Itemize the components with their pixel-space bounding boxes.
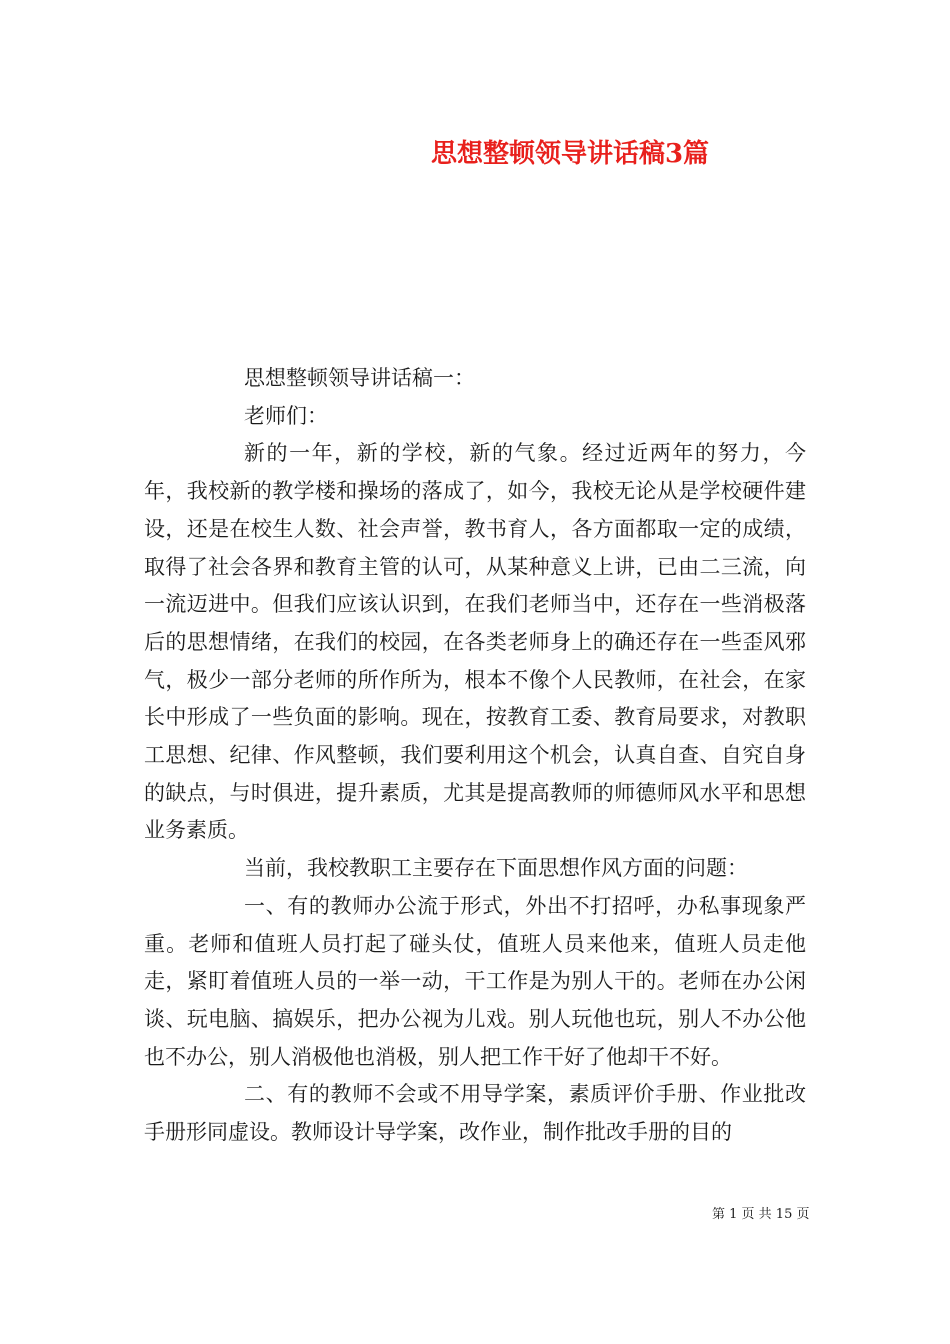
paragraph: 老师们：: [244, 403, 328, 428]
document-title: 思想整顿领导讲话稿3篇: [430, 139, 710, 169]
document-body: [144, 360, 806, 1152]
paragraph: 当前，我校教职工主要存在下面思想作风方面的问题：: [244, 856, 748, 881]
paragraph: 一、有的教师办公流于形式，外出不打招呼，办私事现象严重。老师和值班人员打起了碰头仗，值班人员来他来，值班人员走他走，紧盯着值班人员的一举一动，干工作是为别人干的。老师在办公闲谈、玩电脑、搞娱乐，把办公视为儿戏。别人玩他也玩，别人不办公他也不办公，别人消极他也消极，别人把工作干好了他却干不好。: [144, 893, 806, 1069]
paragraph: 二、有的教师不会或不用导学案，素质评价手册、作业批改手册形同虚设。教师设计导学案，改作业，制作批改手册的目的: [144, 1082, 806, 1145]
paragraph: 思想整顿领导讲话稿一：: [244, 366, 475, 390]
page-number-footer: 第 1 页 共 15 页: [712, 1207, 810, 1222]
paragraph: 新的一年，新的学校，新的气象。经过近两年的努力，今年，我校新的教学楼和操场的落成了，如今，我校无论从是学校硬件建设，还是在校生人数、社会声誉，教书育人，各方面都取一定的成绩，取得了社会各界和教育主管的认可，从某种意义上讲，已由二三流，向一流迈进中。但我们应该认识到，在我们老师当中，还存在一些消极落后的思想情绪，在我们的校园，在各类老师身上的确还存在一些歪风邪气，极少一部分老师的所作所为，根本不像个人民教师，在社会，在家长中形成了一些负面的影响。现在，按教育工委、教育局要求，对教职工思想、纪律、作风整顿，我们要利用这个机会，认真自查、自究自身的缺点，与时俱进，提升素质，尤其是提高教师的师德师风水平和思想业务素质。: [144, 441, 806, 843]
